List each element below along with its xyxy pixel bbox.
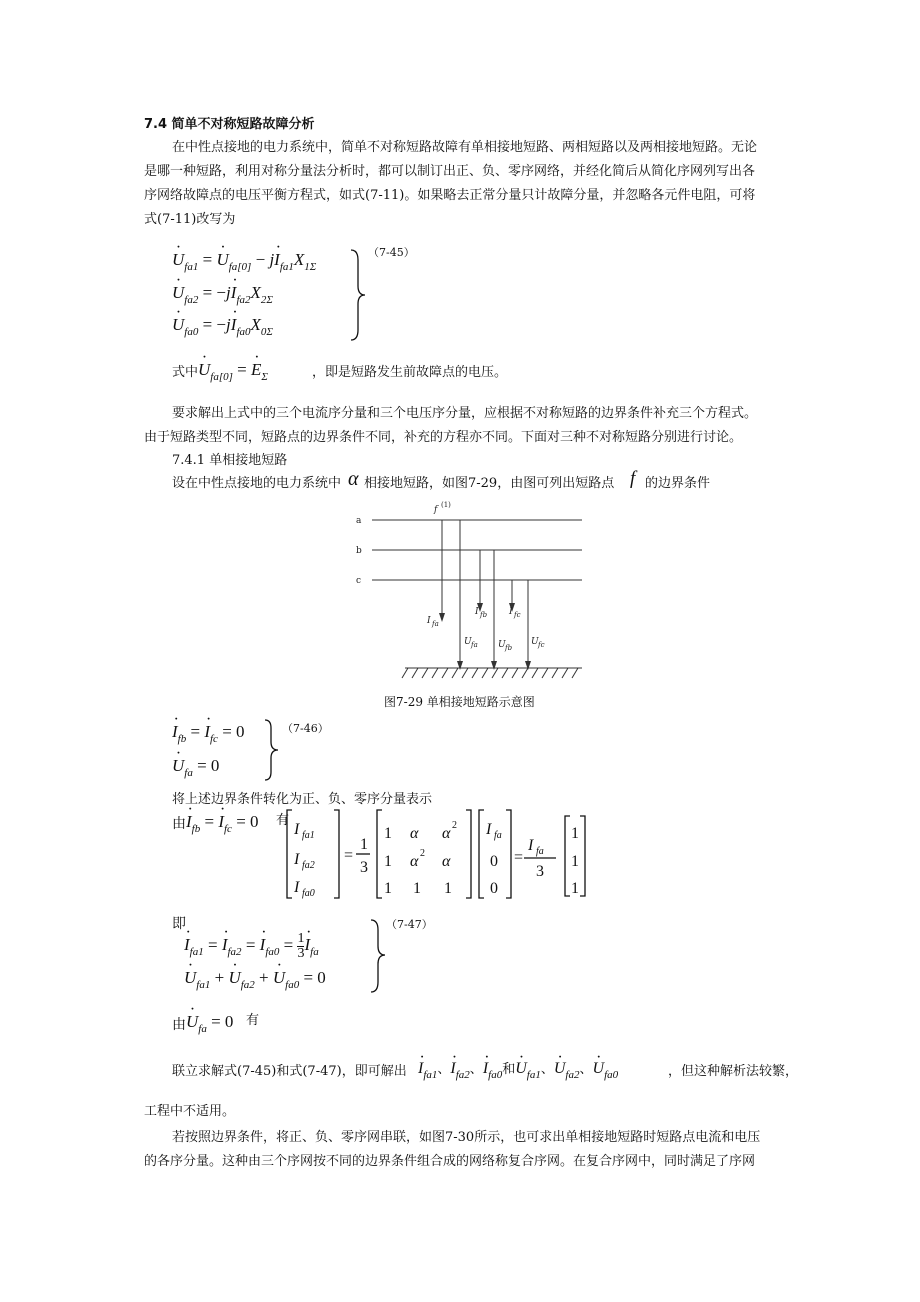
ji-lead: 即: [172, 916, 186, 932]
equation-7-45-row-1: · $U_{fa1}$ = · $U_{fa[0]} - j\cdot I_{fa1}X_{1\Sigma}$: [172, 250, 316, 270]
svg-text:1: 1: [384, 880, 392, 897]
you-tail: 有: [276, 813, 290, 828]
matrix-alpha-3: α: [410, 853, 419, 870]
figure-7-29-diagram: [350, 498, 590, 688]
voltage-fc-sub: fc: [538, 641, 545, 649]
fault-label-sup: (1): [441, 501, 451, 509]
voltage-fa-sub: fa: [471, 641, 478, 649]
line-label-c: c: [356, 576, 362, 586]
matrix-i-fa: I: [486, 821, 492, 838]
svg-text:0: 0: [490, 853, 498, 870]
matrix-i-fa-numer: I: [528, 837, 534, 854]
current-fa-label: I: [427, 616, 431, 626]
svg-text:=: =: [514, 849, 524, 866]
paragraph-1-line-3: 序网络故障点的电压平衡方程式，如式(7-11)。如果略去正常分量只计故障分量，并忽略各元件电阻，可将: [144, 188, 756, 203]
svg-text:2: 2: [452, 820, 457, 831]
paragraph-1-line-2: 是哪一种短路，利用对称分量法分析时，都可以制订出正、负、零序网络，并经化简后从简化序网列写出各: [144, 164, 756, 179]
svg-text:0: 0: [490, 880, 498, 897]
prefault-voltage-expression: · $U_{fa[0]}$ = · $E_\Sigma$: [198, 360, 268, 380]
svg-text:fa2: fa2: [302, 860, 315, 871]
solution-variables: · $I_{fa1}$、· $I_{fa2}$、· $I_{fa0}$和· $U_{fa1}$、· $U_{fa2}$、· $U_{fa0}$: [418, 1058, 618, 1078]
svg-text:fa: fa: [536, 846, 544, 857]
voltage-fc-label: U: [531, 637, 539, 647]
equation-7-46-row-2: · $U_{fa} = 0$: [172, 756, 219, 776]
paragraph-2-lead: 式中: [172, 365, 199, 380]
matrix-i-fa1: I: [294, 821, 300, 838]
voltage-zero-condition: · $U_{fa} = 0$: [186, 1012, 233, 1032]
matrix-i-fa0: I: [294, 879, 300, 896]
current-fa-sub: fa: [432, 620, 439, 628]
equation-number-7-47: （7-47）: [386, 918, 433, 931]
svg-text:2: 2: [420, 848, 425, 859]
symmetrical-component-matrix: [284, 806, 594, 902]
paragraph-6-part-c: 工程中不适用。: [144, 1104, 236, 1119]
svg-text:1: 1: [571, 880, 579, 897]
paragraph-3-line-2: 由于短路类型不同，短路点的边界条件不同，补充的方程亦不同。下面对三种不对称短路分别进行讨论。: [144, 430, 743, 445]
svg-text:1: 1: [413, 880, 421, 897]
line-label-b: b: [356, 546, 362, 556]
svg-text:3: 3: [360, 859, 368, 876]
equation-7-47-row-2: · $U_{fa1}$ + · $U_{fa2}$ + · $U_{fa0} = 0$: [184, 968, 326, 988]
equation-number-7-45: （7-45）: [368, 246, 415, 259]
right-brace-7-45: [348, 248, 370, 342]
paragraph-4-part-b: 相接地短路，如图7-29，由图可列出短路点: [364, 476, 615, 491]
fault-label: f: [434, 505, 438, 515]
phase-a-symbol: α: [348, 468, 359, 490]
svg-text:1: 1: [444, 880, 452, 897]
voltage-fb-sub: fb: [505, 644, 513, 652]
matrix-alpha-4: α: [442, 853, 451, 870]
svg-text:1: 1: [571, 853, 579, 870]
current-fb-sub: fb: [480, 611, 488, 619]
svg-text:3: 3: [536, 863, 544, 880]
paragraph-7-line-1: 若按照边界条件，将正、负、零序网串联，如图7-30所示，也可求出单相接地短路时短路点电流和电压: [172, 1130, 761, 1145]
paragraph-2-tail: ，即是短路发生前故障点的电压。: [312, 365, 508, 380]
equation-7-47-row-1: · $I_{fa1}$ = · $I_{fa2}$ = · $I_{fa0}$ = $\frac{1}{3}$ · $I_{fa}$: [184, 932, 319, 961]
paragraph-4-part-c: 的边界条件: [645, 476, 711, 491]
svg-text:fa: fa: [494, 830, 502, 841]
you-lead-2: 由: [172, 1017, 186, 1033]
equation-7-46-row-1: · $I_{fb}$ = · $I_{fc} = 0$: [172, 722, 245, 742]
sub-heading-text: 7.4.1 单相接地短路: [172, 453, 288, 468]
matrix-alpha-2: α: [442, 825, 451, 842]
svg-text:1: 1: [384, 853, 392, 870]
svg-text:1: 1: [571, 825, 579, 842]
matrix-i-fa2: I: [294, 851, 300, 868]
paragraph-6-part-a: 联立求解式(7-45)和式(7-47)，即可解出: [172, 1064, 407, 1079]
svg-text:1: 1: [360, 836, 368, 853]
figure-caption: 图7-29 单相接地短路示意图: [384, 695, 535, 709]
equation-7-45-row-3: · $U_{fa0} = -j\cdot I_{fa0}X_{0\Sigma}$: [172, 315, 273, 335]
right-brace-7-46: [262, 718, 282, 782]
section-heading: 7.4 简单不对称短路故障分析: [144, 117, 315, 132]
svg-text:fa1: fa1: [302, 830, 315, 841]
voltage-fb-label: U: [498, 640, 506, 650]
you-lead: 由: [172, 816, 186, 832]
paragraph-1-line-4: 式(7-11)改写为: [144, 212, 236, 227]
svg-text:1: 1: [384, 825, 392, 842]
paragraph-7-line-2: 的各序分量。这种由三个序网按不同的边界条件组合成的网络称复合序网。在复合序网中，同时满足了序网: [144, 1154, 756, 1169]
you-tail-2: 有: [246, 1013, 260, 1028]
paragraph-4-part-a: 设在中性点接地的电力系统中: [172, 476, 342, 491]
paragraph-3-line-1: 要求解出上式中的三个电流序分量和三个电压序分量，应根据不对称短路的边界条件补充三个方程式。: [172, 406, 758, 421]
paragraph-6-part-b: ，但这种解析法较繁，: [668, 1064, 799, 1079]
paragraph-1-line-1: 在中性点接地的电力系统中，简单不对称短路故障有单相接地短路、两相短路以及两相接地短路。无论: [172, 140, 758, 155]
voltage-fa-label: U: [464, 637, 472, 647]
paragraph-5: 将上述边界条件转化为正、负、零序分量表示: [172, 792, 433, 807]
current-fc-sub: fc: [514, 611, 521, 619]
current-fb-label: I: [475, 607, 479, 617]
equation-number-7-46: （7-46）: [282, 722, 329, 735]
matrix-alpha-1: α: [410, 825, 419, 842]
svg-text:=: =: [344, 847, 354, 864]
svg-text:fa0: fa0: [302, 888, 315, 899]
fault-point-symbol: f: [630, 468, 636, 489]
matrix-condition: · $I_{fb}$ = · $I_{fc} = 0$: [186, 812, 259, 832]
equation-7-45-row-2: · $U_{fa2} = -j\cdot I_{fa2}X_{2\Sigma}$: [172, 283, 273, 303]
current-fc-label: I: [509, 607, 513, 617]
line-label-a: a: [356, 516, 362, 526]
